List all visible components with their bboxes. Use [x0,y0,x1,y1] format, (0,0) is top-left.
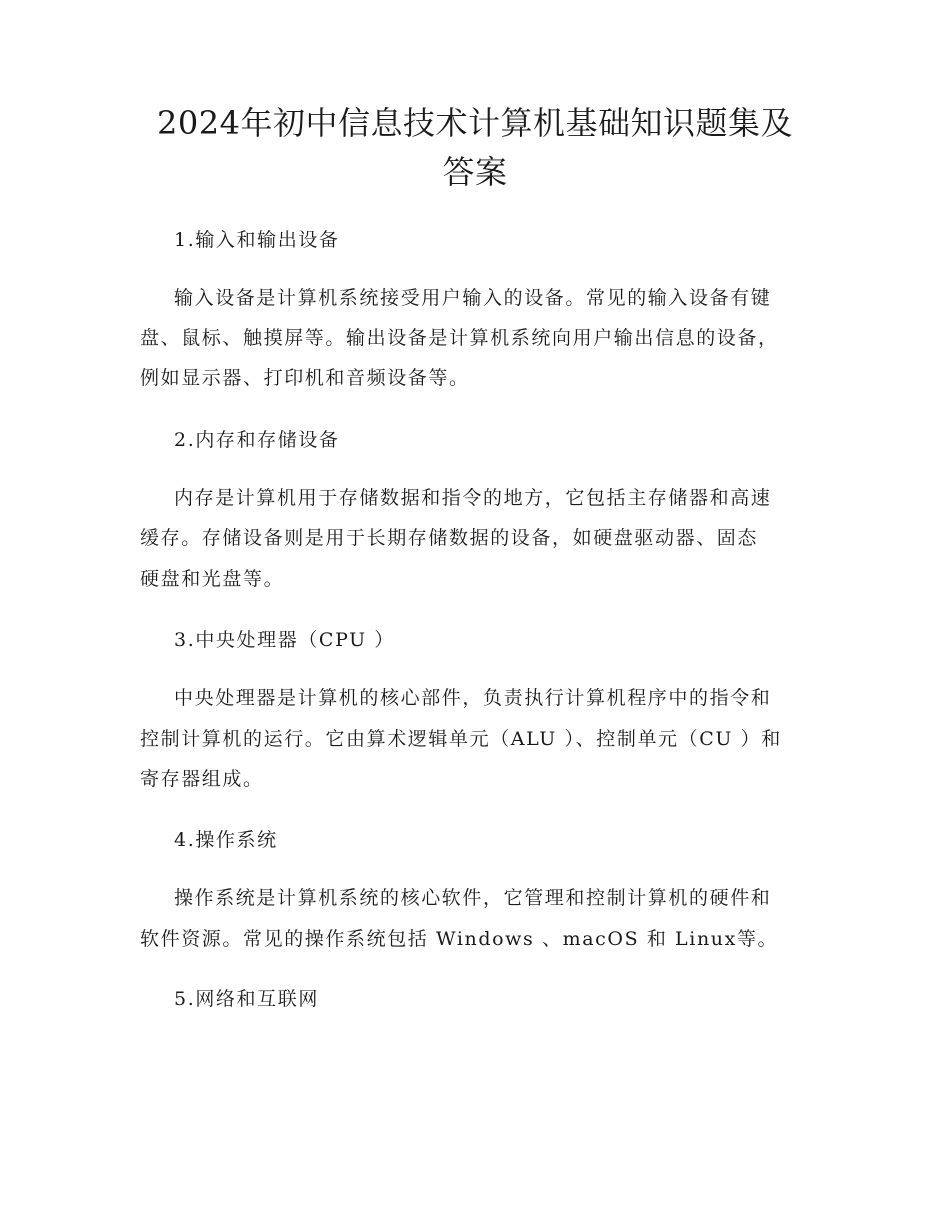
section-heading-4: 4.操作系统 [174,829,278,851]
section-3-line-1: 中央处理器是计算机的核心部件，负责执行计算机程序中的指令和 [174,687,772,709]
section-1-line-2: 盘、鼠标、触摸屏等。输出设备是计算机系统向用户输出信息的设备， [140,327,779,349]
section-heading-3: 3.中央处理器（CPU ） [174,629,395,651]
section-2-line-2: 缓存。存储设备则是用于长期存储数据的设备，如硬盘驱动器、固态 [140,527,759,549]
section-4-line-2: 软件资源。常见的操作系统包括 Windows 、macOS 和 Linux等。 [140,928,779,950]
document-title-line-1: 2024年初中信息技术计算机基础知识题集及 [157,104,793,142]
section-3-line-3: 寄存器组成。 [140,768,264,790]
section-heading-5: 5.网络和互联网 [174,988,319,1010]
section-3-line-2: 控制计算机的运行。它由算术逻辑单元（ALU ）、控制单元（CU ）和 [140,728,782,750]
document-title-line-2: 答案 [442,153,508,191]
section-heading-2: 2.内存和存储设备 [174,429,340,451]
section-1-line-3: 例如显示器、打印机和音频设备等。 [140,367,470,389]
section-2-line-1: 内存是计算机用于存储数据和指令的地方，它包括主存储器和高速 [174,487,772,509]
section-4-line-1: 操作系统是计算机系统的核心软件，它管理和控制计算机的硬件和 [174,887,772,909]
section-1-line-1: 输入设备是计算机系统接受用户输入的设备。常见的输入设备有键 [174,287,772,309]
section-heading-1: 1.输入和输出设备 [174,229,340,251]
section-2-line-3: 硬盘和光盘等。 [140,568,285,590]
